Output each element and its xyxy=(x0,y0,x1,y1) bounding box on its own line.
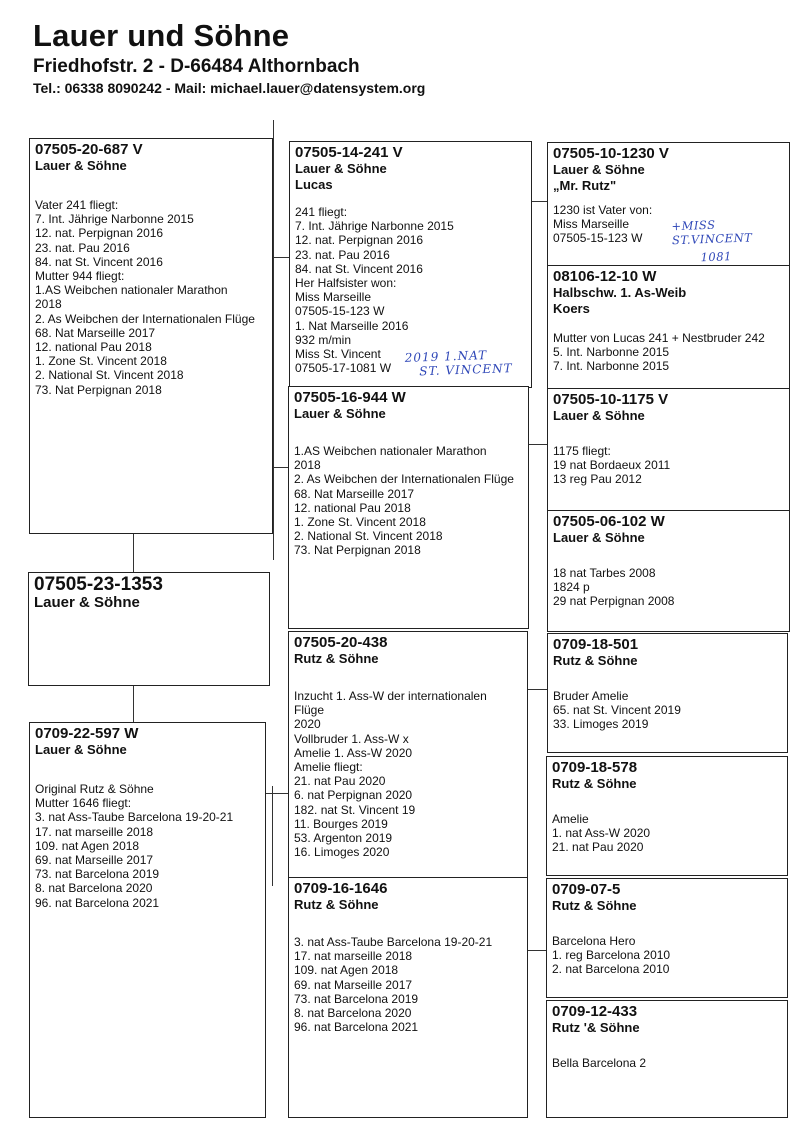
ring-number: 07505-10-1175 V xyxy=(553,391,669,408)
breeder-name: Lauer & Söhne xyxy=(35,742,127,757)
breeder-name: Rutz & Söhne xyxy=(552,776,637,791)
race-results: Vater 241 fliegt: 7. Int. Jährige Narbonne 2015 12. nat. Perpignan 2016 23. nat. Pau 2016 84. nat St. Vincent 2016 Mutter 944 fliegt: 1.AS Weibchen nationaler Marathon 2018 2. As Weibchen der Internationalen Flüge 68. Nat Marseille 2017 12. national Pau 2018 1. Zone St. Vincent 2018 2. National St. Vincent 2018 73. Nat Perpignan 2018 xyxy=(35,198,255,397)
breeder-name: Rutz '& Söhne xyxy=(552,1020,640,1035)
race-results: Bruder Amelie 65. nat St. Vincent 2019 33. Limoges 2019 xyxy=(553,689,681,732)
race-results: 1.AS Weibchen nationaler Marathon 2018 2. As Weibchen der Internationalen Flüge 68. Nat Marseille 2017 12. national Pau 2018 1. Zone St. Vincent 2018 2. National St. Vincent 2018 73. Nat Perpignan 2018 xyxy=(294,444,514,558)
ring-number: 07505-14-241 V xyxy=(295,144,403,161)
ring-number: 0709-18-578 xyxy=(552,759,638,776)
pigeon-name: Lucas xyxy=(295,177,333,192)
pigeon-card-grandsire-maternal xyxy=(288,631,528,878)
ring-number: 0709-07-5 xyxy=(552,881,621,898)
breeder-name: Lauer & Söhne xyxy=(294,406,386,421)
race-results: Original Rutz & Söhne Mutter 1646 fliegt: 3. nat Ass-Taube Barcelona 19-20-21 17. nat marseille 2018 109. nat Agen 2018 69. nat Marseille 2017 73. nat Barcelona 2019 8. nat Barcelona 2020 96. nat Barcelona 2021 xyxy=(35,782,234,910)
connector-line xyxy=(273,120,274,560)
race-results: Amelie 1. nat Ass-W 2020 21. nat Pau 2020 xyxy=(552,812,651,855)
ring-number: 0709-12-433 xyxy=(552,1003,638,1020)
breeder-title: Lauer und Söhne xyxy=(33,18,290,53)
ring-number: 08106-12-10 W xyxy=(553,268,657,285)
pigeon-card-ggd-1 xyxy=(547,265,790,389)
pigeon-card-ggd-3 xyxy=(546,756,788,876)
breeder-name: Lauer & Söhne xyxy=(295,161,387,176)
pigeon-name: „Mr. Rutz" xyxy=(553,178,617,193)
pigeon-name: Koers xyxy=(553,301,590,316)
pigeon-card-granddam-maternal xyxy=(288,877,528,1118)
pigeon-card-subject xyxy=(28,572,270,686)
race-results: Mutter von Lucas 241 + Nestbruder 242 5. Int. Narbonne 2015 7. Int. Narbonne 2015 xyxy=(553,331,765,374)
ring-number: 0709-18-501 xyxy=(553,636,639,653)
breeder-name: Lauer & Söhne xyxy=(35,158,127,173)
ring-number: 07505-16-944 W xyxy=(294,389,406,406)
breeder-name: Lauer & Söhne xyxy=(553,162,645,177)
handwritten-note: +MISS ST.VINCENT 1081 xyxy=(671,217,753,265)
race-results: Barcelona Hero 1. reg Barcelona 2010 2. nat Barcelona 2010 xyxy=(552,934,671,977)
ring-number: 0709-22-597 W xyxy=(35,725,139,742)
race-results: 241 fliegt: 7. Int. Jährige Narbonne 2015 12. nat. Perpignan 2016 23. nat. Pau 2016 84. nat St. Vincent 2016 Her Halfsister won: Miss Marseille 07505-15-123 W 1. Nat Marseille 2016 932 m/min Miss St. Vincent 07505-17-1081 W xyxy=(295,205,454,376)
breeder-address: Friedhofstr. 2 - D-66484 Althornbach xyxy=(33,56,360,77)
race-results: 18 nat Tarbes 2008 1824 p 29 nat Perpignan 2008 xyxy=(553,566,675,609)
connector-line xyxy=(265,793,289,794)
breeder-name: Lauer & Söhne xyxy=(34,594,140,611)
pigeon-card-ggd-4 xyxy=(546,1000,788,1118)
breeder-name: Rutz & Söhne xyxy=(553,653,638,668)
breeder-name: Rutz & Söhne xyxy=(552,898,637,913)
connector-line xyxy=(528,950,547,951)
ring-number: 07505-20-687 V xyxy=(35,141,143,158)
ring-number: 0709-16-1646 xyxy=(294,880,388,897)
pigeon-card-ggs-3 xyxy=(547,633,788,753)
connector-line xyxy=(529,444,547,445)
breeder-name: Halbschw. 1. As-Weib xyxy=(553,285,687,300)
connector-line xyxy=(272,786,273,886)
connector-line xyxy=(273,467,289,468)
ring-number: 07505-20-438 xyxy=(294,634,388,651)
breeder-name: Lauer & Söhne xyxy=(553,530,645,545)
connector-line xyxy=(133,686,134,722)
pigeon-card-ggs-2 xyxy=(547,388,790,513)
race-results: 1230 ist Vater von: Miss Marseille 07505-15-123 W xyxy=(553,203,653,246)
breeder-name: Rutz & Söhne xyxy=(294,897,379,912)
connector-line xyxy=(528,689,547,690)
pigeon-card-dam xyxy=(29,722,266,1118)
race-results: 1175 fliegt: 19 nat Bordaeux 2011 13 reg Pau 2012 xyxy=(553,444,671,487)
ring-number: 07505-10-1230 V xyxy=(553,145,669,162)
pigeon-card-ggd-2 xyxy=(547,510,790,632)
pigeon-card-granddam-paternal xyxy=(288,386,529,629)
race-results: Bella Barcelona 2 xyxy=(552,1056,647,1070)
breeder-name: Lauer & Söhne xyxy=(553,408,645,423)
handwritten-note: 2019 1.NAT ST. VINCENT xyxy=(404,348,513,379)
race-results: Inzucht 1. Ass-W der internationalen Flüge 2020 Vollbruder 1. Ass-W x Amelie 1. Ass-W 2020 Amelie fliegt: 21. nat Pau 2020 6. nat Perpignan 2020 182. nat St. Vincent 19 11. Bourges 2019 53. Argenton 2019 16. Limoges 2020 xyxy=(294,689,487,860)
connector-line xyxy=(273,257,289,258)
ring-number: 07505-06-102 W xyxy=(553,513,665,530)
breeder-name: Rutz & Söhne xyxy=(294,651,379,666)
pigeon-card-sire xyxy=(29,138,273,534)
breeder-contact: Tel.: 06338 8090242 - Mail: michael.lauer@datensystem.org xyxy=(33,80,426,96)
pigeon-card-ggs-4 xyxy=(546,878,788,998)
race-results: 3. nat Ass-Taube Barcelona 19-20-21 17. nat marseille 2018 109. nat Agen 2018 69. nat Marseille 2017 73. nat Barcelona 2019 8. nat Barcelona 2020 96. nat Barcelona 2021 xyxy=(294,935,493,1035)
connector-line xyxy=(532,201,547,202)
connector-line xyxy=(133,534,134,572)
ring-number: 07505-23-1353 xyxy=(34,574,163,595)
